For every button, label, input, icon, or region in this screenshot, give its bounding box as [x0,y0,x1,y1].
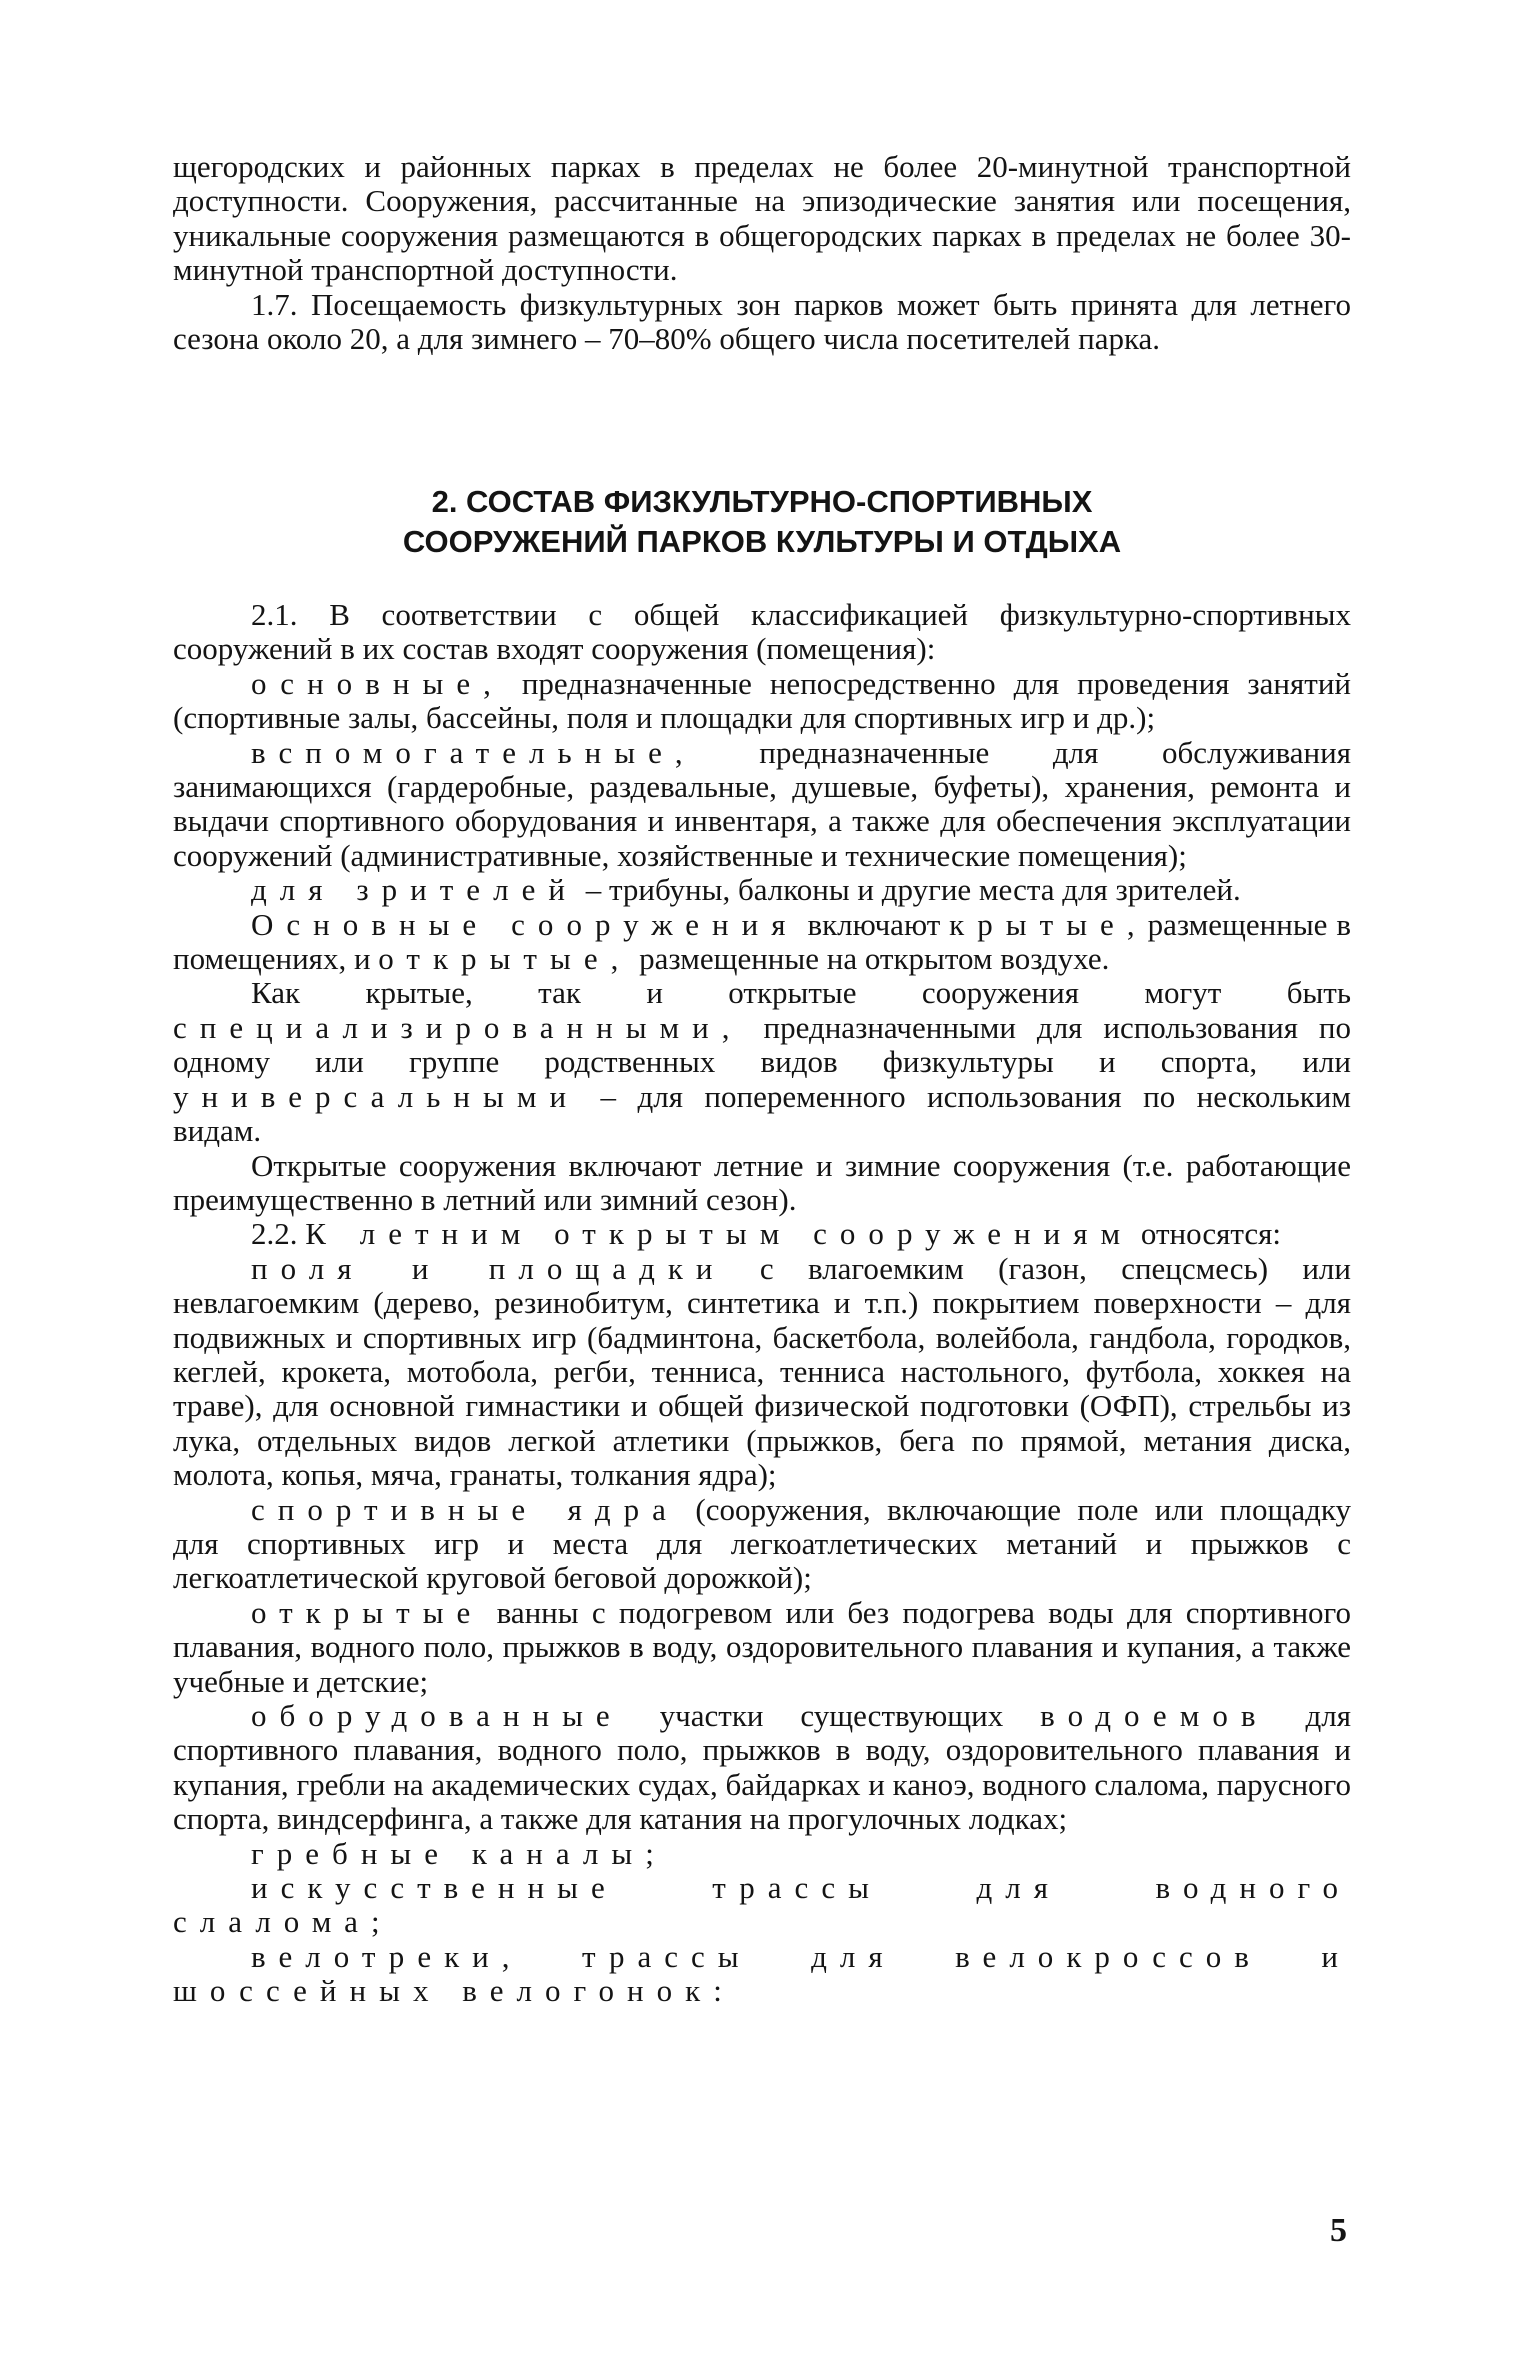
text-kak-krytye: Как крытые, так и открытые сооружения могут быть [251,975,1351,1011]
paragraph-1-7: 1.7. Посещаемость физкультурных зон парков может быть принята для летнего сезона около 20, а для зимнего – 70–80% общего числа посетителей парка. [173,286,1351,357]
term-oborudovannye: оборудованные [251,1698,623,1733]
term-specializirovannye: специализированными, [173,1009,743,1045]
text-osnovnye: предназначенные непосредственно для проведения занятий (спортивные залы, бассейны, поля и площадки для спортивных игр и др.); [173,665,1351,736]
text-vklyuchayut: включают [798,906,950,942]
term-otkrytye: открытые, [378,941,632,977]
intro-text [173,150,1351,356]
text-polya: с влагоемким (газон, спецсмесь) или невлагоемким (дерево, резинобитум, синтетика и т.п.) покрытием поверхности – для подвижных и спортивных игр (бадминтона, баскетбола, волейбола, гандбола, городков, кеглей, крокета, мотобола, регби, тенниса, тенниса настольного, футбола, хоккея на траве), для основной гимнастики и общей физической подготовки (ОФП), стрельбы из лука, отдельных видов легкой атлетики (прыжков, бега по прямой, метания диска, молота, копья, мяча, гранаты, толкания ядра); [173,1250,1351,1493]
text-universalnye: – для попеременного использования по нескольким видам. [173,1078,1351,1149]
paragraph-zriteli [173,873,1351,907]
text-specializirovannye: предназначенными для использования по одному или группе родственных видов физкультуры и спорта, или [173,1009,1351,1080]
text-2-2-number: 2.2. [251,1216,306,1252]
paragraph-trassy-slaloma [173,1871,1351,1940]
text-otkrytye: размещенные на открытом воздухе. [631,941,1110,977]
paragraph-osnovnye [173,667,1351,736]
section-heading-line-1: 2. СОСТАВ ФИЗКУЛЬТУРНО-СПОРТИВНЫХ [431,484,1093,519]
term-otkrytye-vanny: открытые [251,1594,484,1630]
intro-paragraph-1: щегородских и районных парках в пределах не более 20-минутной транспортной доступности. Сооружения, рассчитанные на эпизодические занятия или посещения, уникальные сооружения размещаются в общегородских парках в пределах не более 30-минутной транспортной доступности. [173,149,1351,288]
term-sportivnye-yadra: спортивные ядра [251,1491,679,1527]
paragraph-specializirovannye [173,976,1351,1148]
text-vspomogatelnye: предназначенные для обслуживания занимающихся (гардеробные, раздевальные, душевые, буфеты), хранения, ремонта и выдачи спортивного оборудования и инвентаря, а также для обеспечения эксплуатации сооружений (административные, хозяйственные и технические помещения); [173,734,1351,873]
term-grebnye-kanaly: гребные каналы; [251,1835,667,1871]
text-uchastki: участки существующих [622,1698,1041,1733]
paragraph-2-1: 2.1. В соответствии с общей классификацией физкультурно-спортивных сооружений в их состав входят сооружения (помещения): [173,597,1351,667]
term-polya: поля и площадки [251,1250,726,1286]
term-vodoemov: водоемов [1040,1698,1269,1733]
paragraph-grebnye-kanaly [173,1837,1351,1871]
term-velotreki: велотреки, трассы для велокроссов и шоссейных велогонок: [173,1938,1351,2009]
term-zriteli: для зрителей [251,872,578,908]
paragraph-polya [173,1252,1351,1493]
term-vspomogatelnye: вспомогательные, [251,734,696,770]
term-osnovnye-sooruzheniya: Основные сооружения [251,906,799,942]
section-heading-line-2: СООРУЖЕНИЙ ПАРКОВ КУЛЬТУРЫ И ОТДЫХА [402,524,1122,559]
paragraph-vspomogatelnye [173,736,1351,874]
text-vanny: ванны с подогревом или без подогрева воды для спортивного плавания, водного поло, прыжков в воду, оздоровительного плавания и купания, а также учебные и детские; [173,1594,1351,1699]
section-body [173,598,1351,2009]
page-number: 5 [1330,2212,1347,2249]
paragraph-velotreki [173,1940,1351,2009]
text-otnosyatsya: относятся: [1133,1216,1281,1252]
paragraph-vanny [173,1596,1351,1699]
term-letnie-otkrytye: К летним открытым сооружениям [305,1216,1134,1252]
paragraph-2-2 [173,1217,1351,1251]
paragraph-oborudovannye [173,1699,1351,1837]
text-krytye: размещенные в помещениях, и [173,906,1351,977]
text-sportivnye-yadra: (сооружения, включающие поле или площадку для спортивных игр и места для легкоатлетических метаний и прыжков с легкоатлетической круговой беговой дорожкой); [173,1491,1351,1596]
text-oborudovannye: для спортивного плавания, водного поло, прыжков в воду, оздоровительного плавания и купания, гребли на академических судах, байдарках и каноэ, водного слалома, парусного спорта, виндсерфинга, а также для катания на прогулочных лодках; [173,1698,1351,1837]
paragraph-otkrytye-sooruzheniya: Открытые сооружения включают летние и зимние сооружения (т.е. работающие преимущественно в летний или зимний сезон). [173,1147,1351,1217]
term-universalnye: универсальными [173,1078,580,1114]
section-heading [173,482,1351,562]
text-zriteli: – трибуны, балконы и другие места для зрителей. [577,872,1241,908]
term-osnovnye: основные, [251,665,504,701]
paragraph-sportivnye-yadra [173,1493,1351,1596]
term-krytye: крытые, [949,906,1148,942]
term-trassy-slaloma: искусственные трассы для водного слалома; [173,1870,1351,1940]
paragraph-osnovnye-sooruzheniya [173,908,1351,977]
